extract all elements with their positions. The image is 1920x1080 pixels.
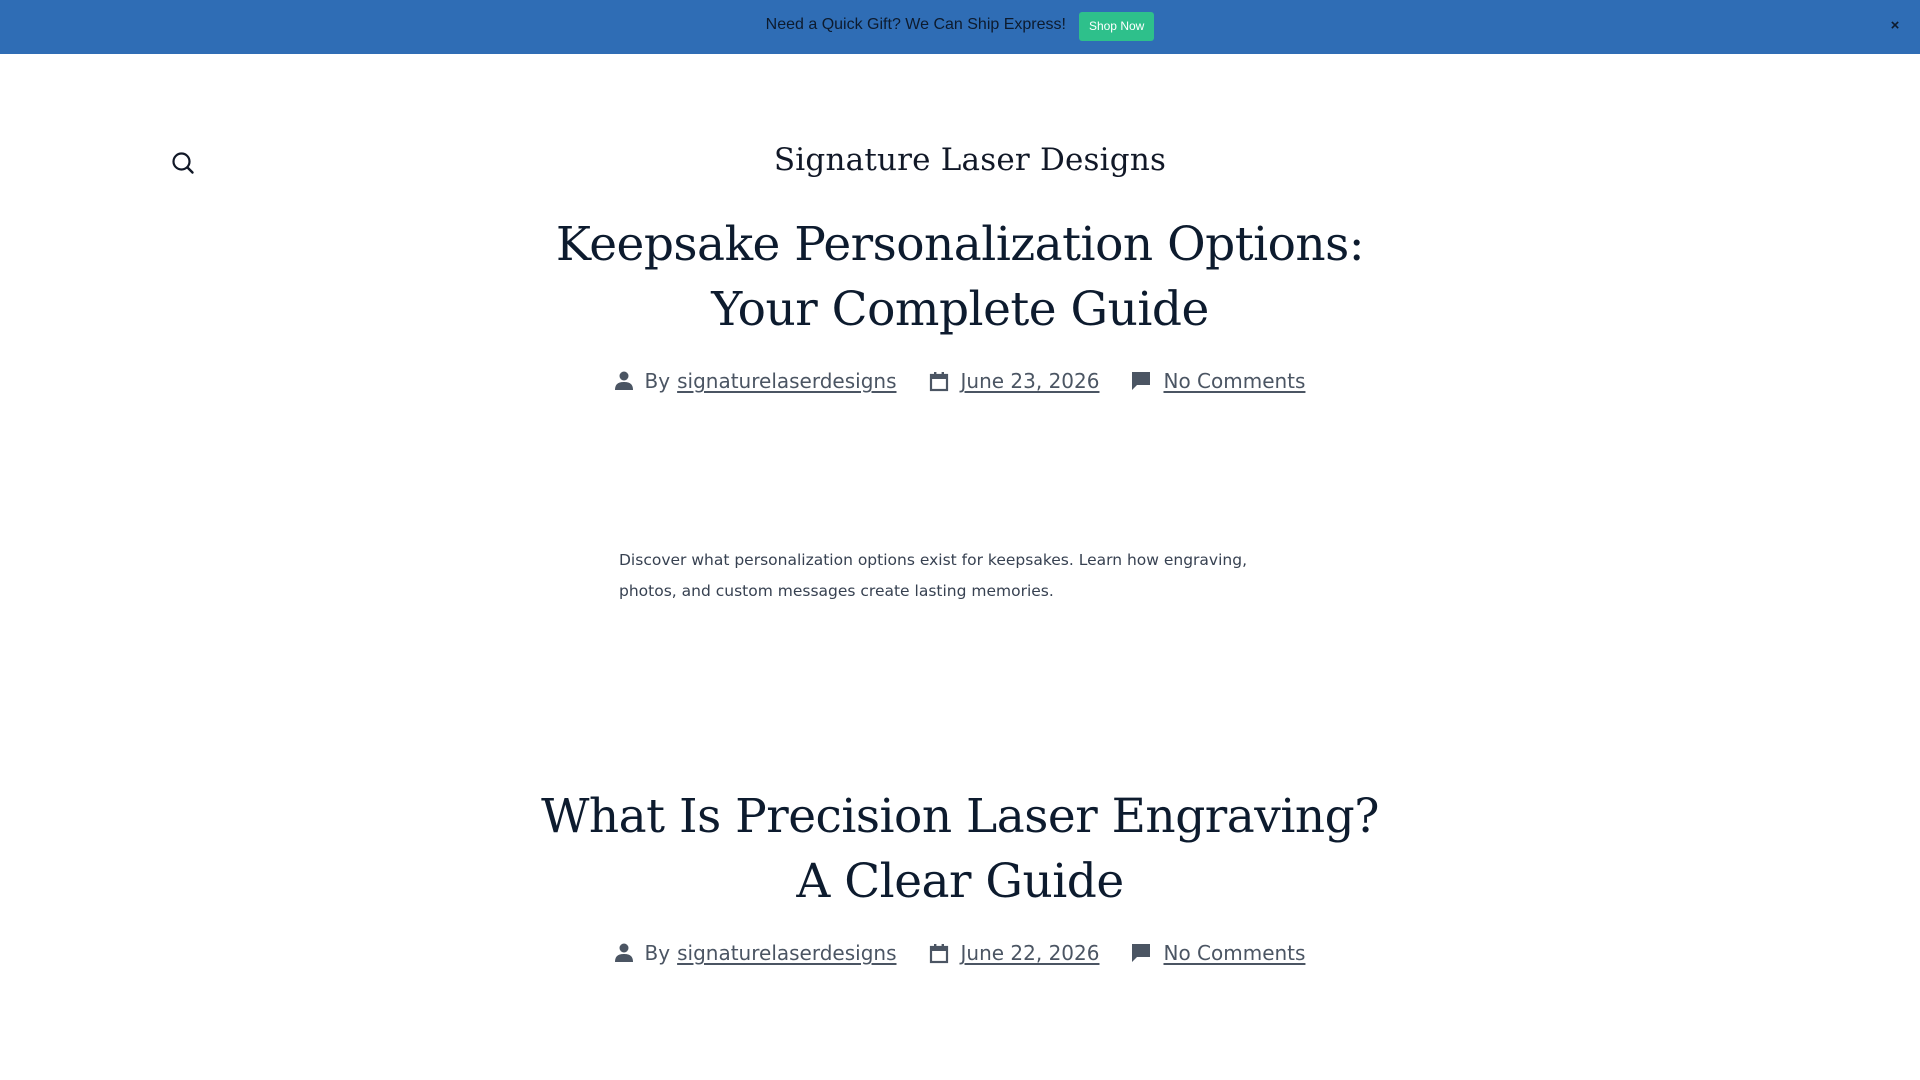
post-1 xyxy=(0,212,1920,607)
post-title xyxy=(510,212,1410,342)
shop-now-button[interactable]: Shop Now xyxy=(1079,12,1154,41)
date-link[interactable]: June 23, 2026 xyxy=(960,369,1100,393)
promo-banner xyxy=(0,0,1920,54)
post-title-link[interactable] xyxy=(556,217,1364,337)
post-excerpt: Discover what personalization options exist for keepsakes. Learn how engraving, photos, and custom messages create lasting memories. xyxy=(619,551,1247,600)
comments-link[interactable]: No Comments xyxy=(1163,941,1306,965)
post-title-line2: A Clear Guide xyxy=(796,854,1124,909)
date-link[interactable]: June 22, 2026 xyxy=(960,941,1100,965)
post-2 xyxy=(0,784,1920,965)
comments-link[interactable]: No Comments xyxy=(1163,369,1306,393)
post-title-link[interactable] xyxy=(541,789,1379,909)
calendar-icon xyxy=(929,371,949,392)
post-author xyxy=(615,369,897,393)
post-author xyxy=(615,941,897,965)
author-prefix: By xyxy=(644,941,671,965)
post-title-line1: What Is Precision Laser Engraving? xyxy=(541,789,1379,844)
site-title xyxy=(0,142,1920,178)
author-link[interactable]: signaturelaserdesigns xyxy=(677,369,897,393)
post-title xyxy=(510,784,1410,914)
person-icon xyxy=(615,943,633,963)
author-link[interactable]: signaturelaserdesigns xyxy=(677,941,897,965)
person-icon xyxy=(615,371,633,391)
close-banner-button[interactable]: × xyxy=(1886,17,1904,35)
comment-icon xyxy=(1131,943,1151,963)
post-meta xyxy=(0,941,1920,965)
author-prefix: By xyxy=(644,369,671,393)
site-title-link[interactable]: Signature Laser Designs xyxy=(773,142,1167,178)
promo-text: Need a Quick Gift? We Can Ship Express! xyxy=(765,16,1066,33)
comment-icon xyxy=(1131,371,1151,391)
calendar-icon xyxy=(929,943,949,964)
post-date xyxy=(929,941,1100,965)
post-title-line2: Your Complete Guide xyxy=(711,282,1209,337)
post-comments xyxy=(1131,369,1305,393)
post-title-line1: Keepsake Personalization Options: xyxy=(555,217,1365,272)
post-comments xyxy=(1131,941,1305,965)
post-meta xyxy=(0,369,1920,393)
post-date xyxy=(929,369,1100,393)
